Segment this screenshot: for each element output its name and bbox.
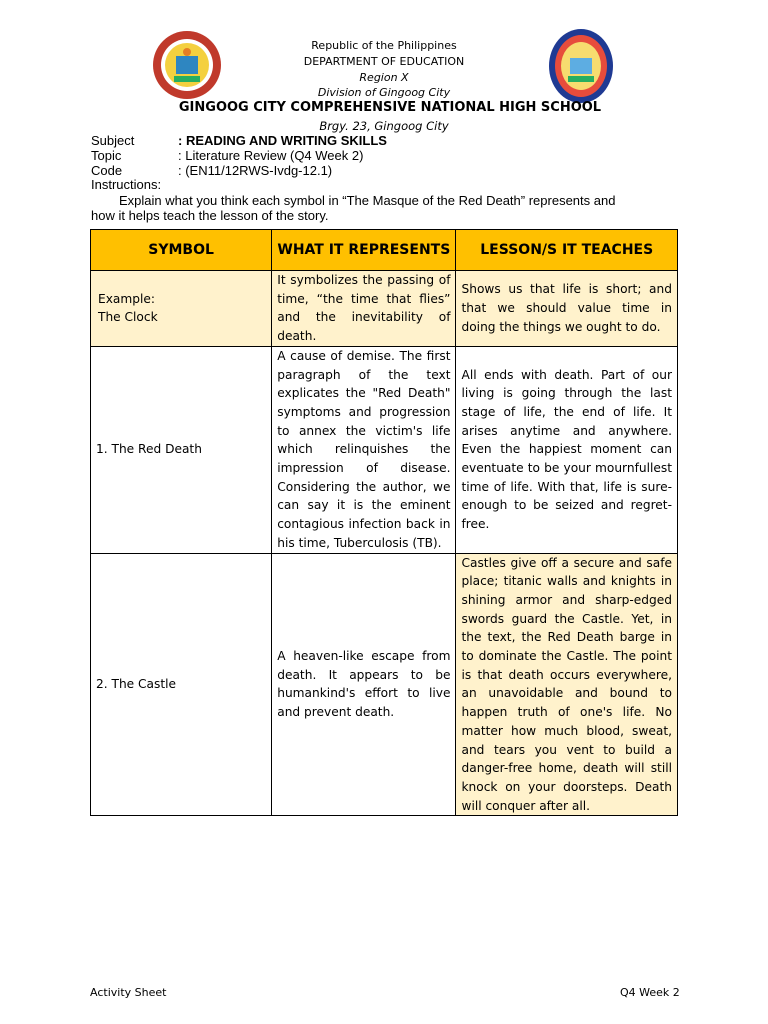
code-label: Code — [91, 163, 123, 178]
table-row — [91, 346, 678, 553]
row-symbol: 2. The Castle — [91, 553, 272, 816]
school-address: Brgy. 23, Gingoog City — [319, 119, 449, 133]
example-symbol: The Clock — [98, 310, 158, 325]
header-symbol: SYMBOL — [91, 230, 272, 271]
footer-left: Activity Sheet — [90, 986, 167, 999]
table-row — [91, 553, 678, 816]
example-lesson: Shows us that life is short; and that we should value time in doing the things we ought to do. — [456, 271, 678, 347]
region-line: Region X — [359, 71, 409, 84]
instructions-label: Instructions: — [91, 177, 162, 192]
table-header-row — [91, 230, 678, 271]
division-line: Division of Gingoog City — [317, 86, 451, 99]
row-lesson: Castles give off a secure and safe place; titanic walls and knights in shining armor and sharp-edged swords guard the Castle. Yet, in the text, the Red Death barge in to dominate the Castle. The point is that death occurs everywhere, an unavoidable and bound to happen truth of one's life. No matter how much blood, sweat, and tears you vent to build a danger-free home, death will still knock on your doorsteps. Death will conquer after all. — [456, 553, 678, 816]
republic-line: Republic of the Philippines — [311, 39, 457, 52]
instructions-text: Explain what you think each symbol in “The Masque of the Red Death” represents and how it helps teach the lesson of the story. — [91, 193, 616, 223]
topic-label: Topic — [91, 148, 122, 163]
example-symbol-cell — [91, 271, 272, 347]
header-lesson: LESSON/S IT TEACHES — [456, 230, 678, 271]
subject-value: : READING AND WRITING SKILLS — [178, 133, 387, 148]
row-represents: A heaven-like escape from death. It appears to be humankind's effort to live and prevent death. — [272, 553, 456, 816]
code-value: : (EN11/12RWS-Ivdg-12.1) — [178, 163, 333, 178]
table-row-example — [91, 271, 678, 347]
row-represents: A cause of demise. The first paragraph of the text explicates the "Red Death" symptoms and progression to annex the victim's life which relinquishes the impression of disease. Considering the author, we can say it is the eminent contagious infection back in his time, Tuberculosis (TB). — [272, 346, 456, 553]
row-lesson: All ends with death. Part of our living is going through the last stage of life, the end of life. It arises anytime and anywhere. Even the happiest moment can eventuate to be your mournfullest time of life. With that, life is sure-enough to be seized and regret-free. — [456, 346, 678, 553]
subject-label: Subject — [91, 133, 135, 148]
header-represents: WHAT IT REPRESENTS — [272, 230, 456, 271]
example-label: Example: — [98, 291, 155, 306]
topic-value: : Literature Review (Q4 Week 2) — [178, 148, 364, 163]
department-line: DEPARTMENT OF EDUCATION — [303, 55, 465, 68]
symbol-table — [90, 229, 678, 816]
example-represents: It symbolizes the passing of time, “the time that flies” and the inevitability of death. — [272, 271, 456, 347]
row-symbol: 1. The Red Death — [91, 346, 272, 553]
school-name: GINGOOG CITY COMPREHENSIVE NATIONAL HIGH SCHOOL — [178, 100, 602, 115]
footer-right: Q4 Week 2 — [620, 986, 680, 999]
